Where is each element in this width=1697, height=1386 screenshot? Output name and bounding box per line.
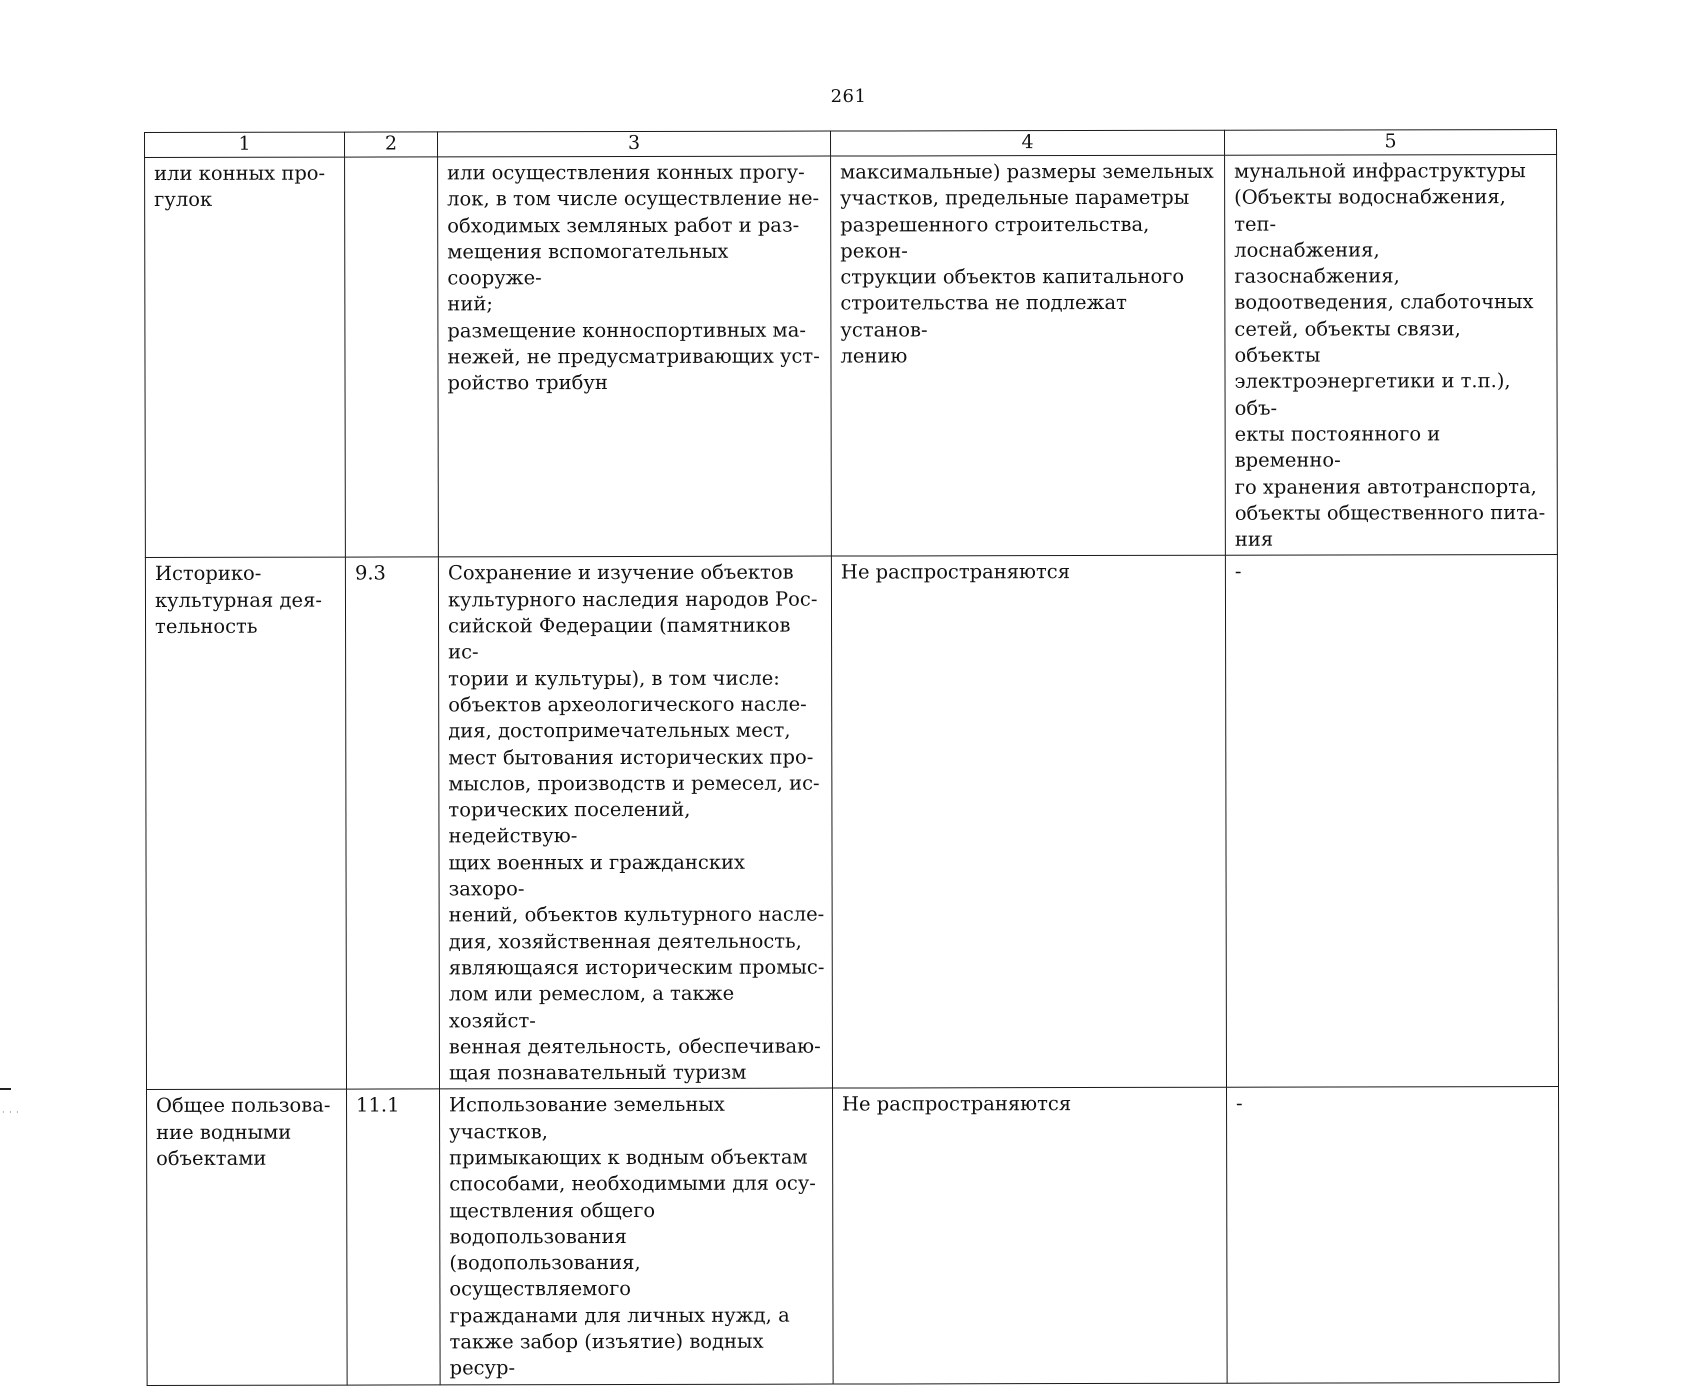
construction-parameters: максимальные) размеры земельных участков, предельные параметры разрешенного строительства, рекон- струкции объектов капитального строительства не подлежат установ- лению bbox=[840, 159, 1217, 370]
use-type-name: или конных про- гулок bbox=[154, 161, 337, 214]
table-cell bbox=[145, 157, 346, 558]
table-cell bbox=[347, 1089, 441, 1384]
use-type-name: Общее пользова- ние водными объектами bbox=[156, 1093, 339, 1172]
scan-margin-mark bbox=[0, 1088, 11, 1090]
table-row bbox=[147, 1087, 1560, 1385]
table-header-row bbox=[145, 130, 1557, 158]
construction-parameters: Не распространяются bbox=[841, 559, 1218, 586]
column-header-2: 2 bbox=[345, 132, 438, 157]
table-cell bbox=[831, 155, 1226, 556]
use-type-description: или осуществления конных прогу- лок, в том числе осуществление не- обходимых земляных работ и раз- мещения вспомогательных сооруже- ний; размещение конноспортивных ма- нежей, не предусматривающих уст- ройство трибун bbox=[447, 160, 823, 397]
table-cell bbox=[438, 156, 832, 557]
auxiliary-uses: - bbox=[1236, 1090, 1551, 1117]
column-header-4: 4 bbox=[830, 130, 1224, 156]
use-type-code: 9.3 bbox=[355, 561, 431, 587]
table-row bbox=[145, 155, 1558, 558]
column-header-5: 5 bbox=[1224, 130, 1556, 156]
construction-parameters: Не распространяются bbox=[842, 1091, 1219, 1118]
table-cell bbox=[440, 1088, 834, 1384]
column-header-3: 3 bbox=[438, 131, 831, 157]
table-cell bbox=[345, 557, 439, 1089]
use-type-description: Сохранение и изучение объектов культурного наследия народов Рос- сийской Федерации (памятников ис- тории и культуры), в том числе: объектов археологического насле- дия, достопримечательных мест, мест бытования исторических про- мыслов, производств и ремесел, ис- торических поселений, недействую- щих военных и гражданских захоро- нений, объектов культурного насле- дия, хозяйственная деятельность, являющаяся историческим промыс- лом или ремеслом, а также хозяйст- венная деятельность, обеспечиваю- щая познавательный туризм bbox=[448, 560, 825, 1087]
table-cell bbox=[831, 556, 1226, 1089]
scan-margin-dots: · · · bbox=[2, 1108, 20, 1117]
use-type-name: Историко- культурная дея- тельность bbox=[155, 561, 338, 640]
table-cell bbox=[438, 557, 832, 1090]
table-cell bbox=[345, 157, 439, 558]
page-number: 261 bbox=[0, 86, 1697, 107]
land-use-table bbox=[144, 129, 1560, 1386]
auxiliary-uses: - bbox=[1235, 559, 1550, 586]
use-type-code: 11.1 bbox=[356, 1093, 432, 1119]
table-cell bbox=[1225, 555, 1558, 1088]
table-cell bbox=[1225, 155, 1558, 556]
use-type-description: Использование земельных участков, примыкающих к водным объектам способами, необходимыми для осу- ществления общего водопользования (водопользования, осуществляемого гражданами для личных нужд, а также забор (изъятие) водных ресур- bbox=[449, 1092, 826, 1382]
auxiliary-uses: мунальной инфраструктуры (Объекты водоснабжения, теп- лоснабжения, газоснабжения, водоотведения, слаботочных сетей, объекты связи, объекты электроэнергетики и т.п.), объ- екты постоянного и временно- го хранения автотранспорта, объекты общественного пита- ния bbox=[1234, 158, 1550, 553]
column-header-1: 1 bbox=[145, 132, 345, 157]
table-cell bbox=[833, 1088, 1228, 1384]
table-cell bbox=[1227, 1087, 1560, 1383]
table-row bbox=[145, 555, 1558, 1090]
table-cell bbox=[147, 1089, 348, 1385]
table-cell bbox=[145, 558, 346, 1090]
